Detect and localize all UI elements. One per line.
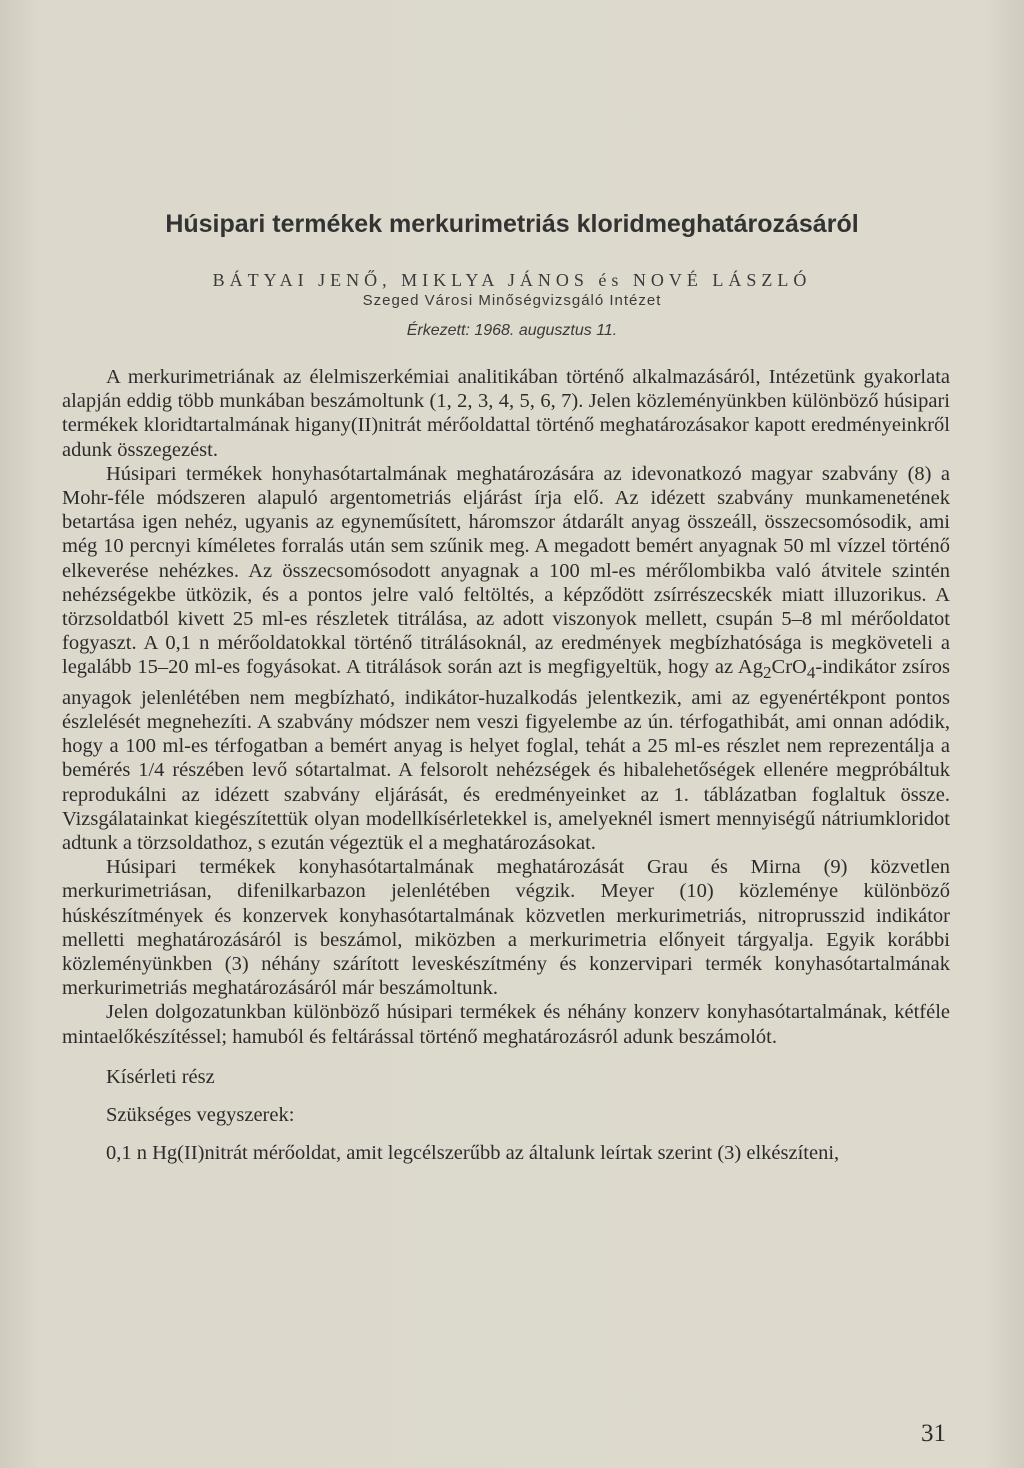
subscript: 2 [762,663,772,683]
article-title: Húsipari termékek merkurimetriás kloridmeghatározásáról [165,210,859,238]
paragraph-reagents: 0,1 n Hg(II)nitrát mérőoldat, amit legcélszerűbb az általunk leírtak szerint (3) elkészíteni, [106,1142,840,1165]
paragraph-standard-method [62,462,950,855]
paragraph-aim: Jelen dolgozatunkban különböző húsipari termékek és néhány konzerv konyhasótartalmának, kétféle mintaelőkészítéssel; hamuból és feltárással történő meghatározásról adunk beszámolót. [62,1001,950,1048]
paragraph-text: Húsipari termékek honyhasótartalmának meghatározására az idevonatkozó magyar szabvány (8) a Mohr-féle módszeren alapuló argentometriás eljárást írja elő. Az idézett szabvány munkamenetének betartása igen nehéz, ugyanis az egyneműsített, háromszor átdarált anyag összeáll, összecsomósodik, ami még 10 percnyi kíméletes forralás után sem szűnik meg. A megadott bemért anyagnak 50 ml vízzel történő elkeverése nehézkes. Az összecsomósodott anyagnak a 100 ml-es mérőlombikba való átvitele szintén nehézségekbe ütközik, és a pontos jelre való feltöltés, a képződött zsírrészecskék miatt illuzorikus. A törzsoldatból kivett 25 ml-es részletek titrálása, az adott viszonyok mellett, csupán 5–8 ml mérőoldatot fogyaszt. A 0,1 n mérőoldatokkal történő titrálásoknál, az eredmények megbízhatósága is megköveteli a legalább 15–20 ml-es fogyásokat. A titrálások során azt is megfigyeltük, hogy az Ag [62,462,950,679]
article-body [62,365,950,1165]
subsection-heading: Szükséges vegyszerek: [106,1103,295,1126]
paragraph-intro: A merkurimetriának az élelmiszerkémiai analitikában történő alkalmazásáról, Intézetünk gyakorlata alapján eddig több munkában beszámoltunk (1, 2, 3, 4, 5, 6, 7). Jelen közleményünkben különböző húsipari termékek kloridtartalmának higany(II)nitrát mérőoldattal történő meghatározásakor kapott eredményeinkről adunk összegezést. [62,366,950,461]
page-number: 31 [921,1420,946,1447]
paragraph-text: -indikátor zsíros anyagok jelenlétében nem megbízható, indikátor-huzalkodás jelentkezik, ami az egyenértékpont pontos észlelését megnehezíti. A szabvány módszer nem veszi figyelembe az ún. térfogathibát, ami onnan adódik, hogy a 100 ml-es térfogatban a bemért anyag is helyet foglal, tehát a 25 ml-es részlet nem reprezentálja a bemérés 1/4 részében levő sótartalmat. A felsorolt nehézségek és hibalehetőségek ellenére megpróbáltuk reprodukálni az idézett szabvány eljárását, és eredményeinket az 1. táblázatban foglaltuk össze. Vizsgálatainkat kiegészítettük olyan modellkísérletekkel is, amelyeknél ismert mennyiségű nátriumkloridot adtunk a törzsoldathoz, s ezután végeztük el a meghatározásokat. [62,656,950,854]
section-heading: Kísérleti rész [106,1065,215,1088]
received-date: Érkezett: 1968. augusztus 11. [406,322,618,339]
author-line: BÁTYAI JENŐ, MIKLYA JÁNOS és NOVÉ LÁSZLÓ [212,270,812,290]
affiliation: Szeged Városi Minőségvizsgáló Intézet [362,292,662,309]
subscript: 4 [806,663,816,683]
paragraph-text: CrO [771,656,807,679]
paragraph-literature: Húsipari termékek konyhasótartalmának meghatározását Grau és Mirna (9) közvetlen merkurimetriásan, difenilkarbazon jelenlétében végzik. Meyer (10) közleménye különböző húskészítmények és konzervek konyhasótartalmának közvetlen merkurimetriás, nitroprusszid indikátor melletti meghatározásáról is beszámol, miközben a merkurimetria előnyeit tárgyalja. Egyik korábbi közleményünkben (3) néhány szárított leveskészítmény és konzervipari termék konyhasótartalmának merkurimetriás meghatározásáról már beszámoltunk. [62,856,950,1000]
